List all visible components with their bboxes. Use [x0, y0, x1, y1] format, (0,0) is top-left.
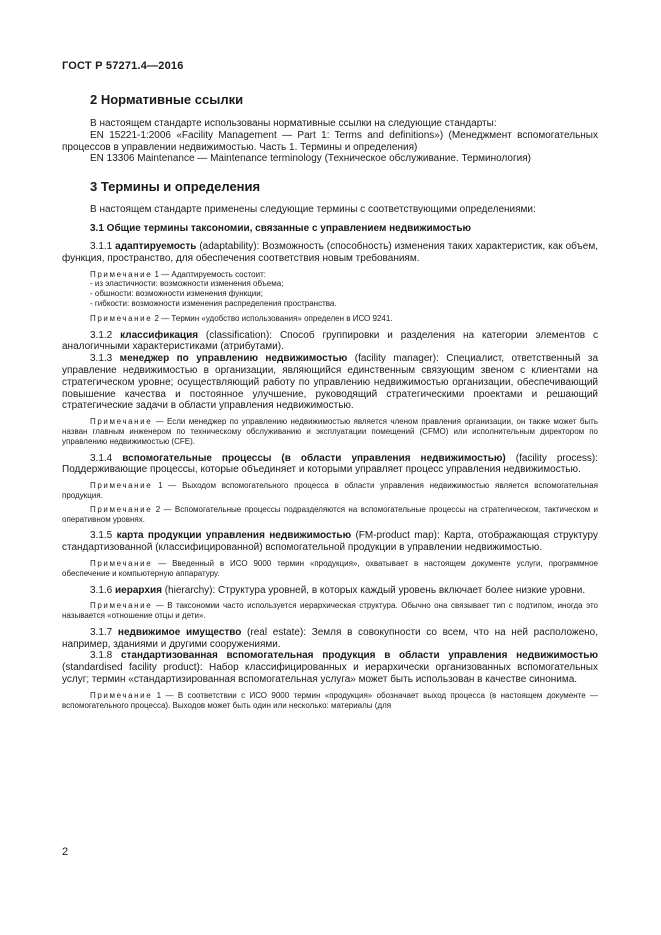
note-list-item: - из эластичности: возможности изменения объема;: [90, 279, 284, 289]
note-3-1-1-2: Примечание 2 — Термин «удобство использования» определен в ИСО 9241.: [90, 313, 393, 323]
term-3-1-5: 3.1.5 карта продукции управления недвижимостью (FM-product map): Карта, отображающая структуру стандартизованной (классифицированной) вспомогательной продукции в управлении недвижимостью.: [62, 530, 599, 554]
reference-en15221: EN 15221-1:2006 «Facility Management — Part 1: Terms and definitions») (Менеджмент вспомогательных процессов в управлении недвижимостью. Часть 1. Термины и определения): [62, 129, 598, 153]
note-3-1-4-2: Примечание 2 — Вспомогательные процессы подразделяются на вспомогательные процессы на стратегическом, тактическом и оперативном уровнях.: [62, 504, 598, 524]
document-header: ГОСТ Р 57271.4—2016: [62, 60, 184, 72]
subsection-3-1-title: 3.1 Общие термины таксономии, связанные с управлением недвижимостью: [90, 222, 472, 234]
note-3-1-1-1: Примечание 1 — Адаптируемость состоит:: [90, 269, 266, 279]
term-3-1-1: 3.1.1 адаптируемость (adaptability): Возможность (способность) изменения таких характеристик, как объем, функция, пространство, для обеспечения соответствия новым требованиям.: [62, 240, 598, 264]
reference-en13306: EN 13306 Maintenance — Maintenance terminology (Техническое обслуживание. Терминология): [90, 153, 531, 165]
page-number: 2: [62, 846, 69, 858]
term-3-1-7: 3.1.7 недвижимое имущество (real estate): Земля в совокупности со всем, что на ней расположено, например, зданиями и другими сооружениями.: [62, 626, 599, 650]
section-2-intro: В настоящем стандарте использованы нормативные ссылки на следующие стандарты:: [90, 118, 497, 129]
section-3-title: 3 Термины и определения: [90, 179, 261, 195]
note-list-item: - обшности: возможности изменения функции;: [90, 289, 263, 299]
section-3-intro: В настоящем стандарте применены следующие термины с соответствующими определениями:: [90, 204, 536, 216]
note-3-1-5: Примечание — Введенный в ИСО 9000 термин «продукция», охватывает в настоящем документе услуги, программное обеспечение и компьютерную аппаратуру.: [62, 558, 598, 578]
note-3-1-6: Примечание — В таксономии часто используется иерархическая структура. Обычно она связывает тип с подтипом, иногда это называется «отношение отцы и дети».: [62, 601, 598, 621]
term-3-1-6: 3.1.6 иерархия (hierarchy): Структура уровней, в которых каждый уровень включает более низкие уровни.: [90, 584, 586, 596]
note-3-1-8-1: Примечание 1 — В соответствии с ИСО 9000 термин «продукция» обозначает выход процесса (в настоящем документе — вспомогательного процесса). Выходов может быть один или несколько: материалы (для: [62, 690, 598, 710]
page-content: [62, 92, 598, 710]
term-3-1-3: 3.1.3 менеджер по управлению недвижимостью (facility manager): Специалист, ответственный за управление недвижимостью в организации, являющийся единственным связующим звеном с клиентами на стратегическом уровне; осуществляющий работу по управлению недвижимостью организации, обеспечивающий повышение качества и постоянное улучшение, руководящий стратегическими проектами и решающий стратегические задачи в области управления недвижимостью.: [62, 353, 599, 412]
section-2-title: 2 Нормативные ссылки: [90, 92, 244, 107]
term-3-1-8: 3.1.8 стандартизованная вспомогательная продукция в области управления недвижимостью (standardised facility product): Набор классифицированных и иерархически организованных вспомогательных услуг; термин «стандартизированная вспомогательная услуга» может быть использован в качестве синонима.: [62, 650, 598, 686]
term-3-1-4: 3.1.4 вспомогательные процессы (в области управления недвижимостью) (facility process): Поддерживающие процессы, которые объединяет и которыми управляет процесс управления недвижимостью.: [62, 452, 598, 476]
note-3-1-3: Примечание — Если менеджер по управлению недвижимостью является членом правления организации, он также может быть назван главным инженером по техническому обслуживанию и эксплуатации помещений (CFMO) или исполнительным директором по управлению недвижимостью (CFE).: [62, 417, 598, 446]
note-3-1-4-1: Примечание 1 — Выходом вспомогательного процесса в области управления недвижимостью является вспомогательная продукция.: [62, 481, 598, 500]
note-list-item: - гибкости: возможности изменения распределения пространства.: [90, 298, 337, 308]
term-3-1-2: 3.1.2 классификация (classification): Способ группировки и разделения на категории элементов с аналогичными характеристиками (атрибутами).: [62, 329, 598, 353]
